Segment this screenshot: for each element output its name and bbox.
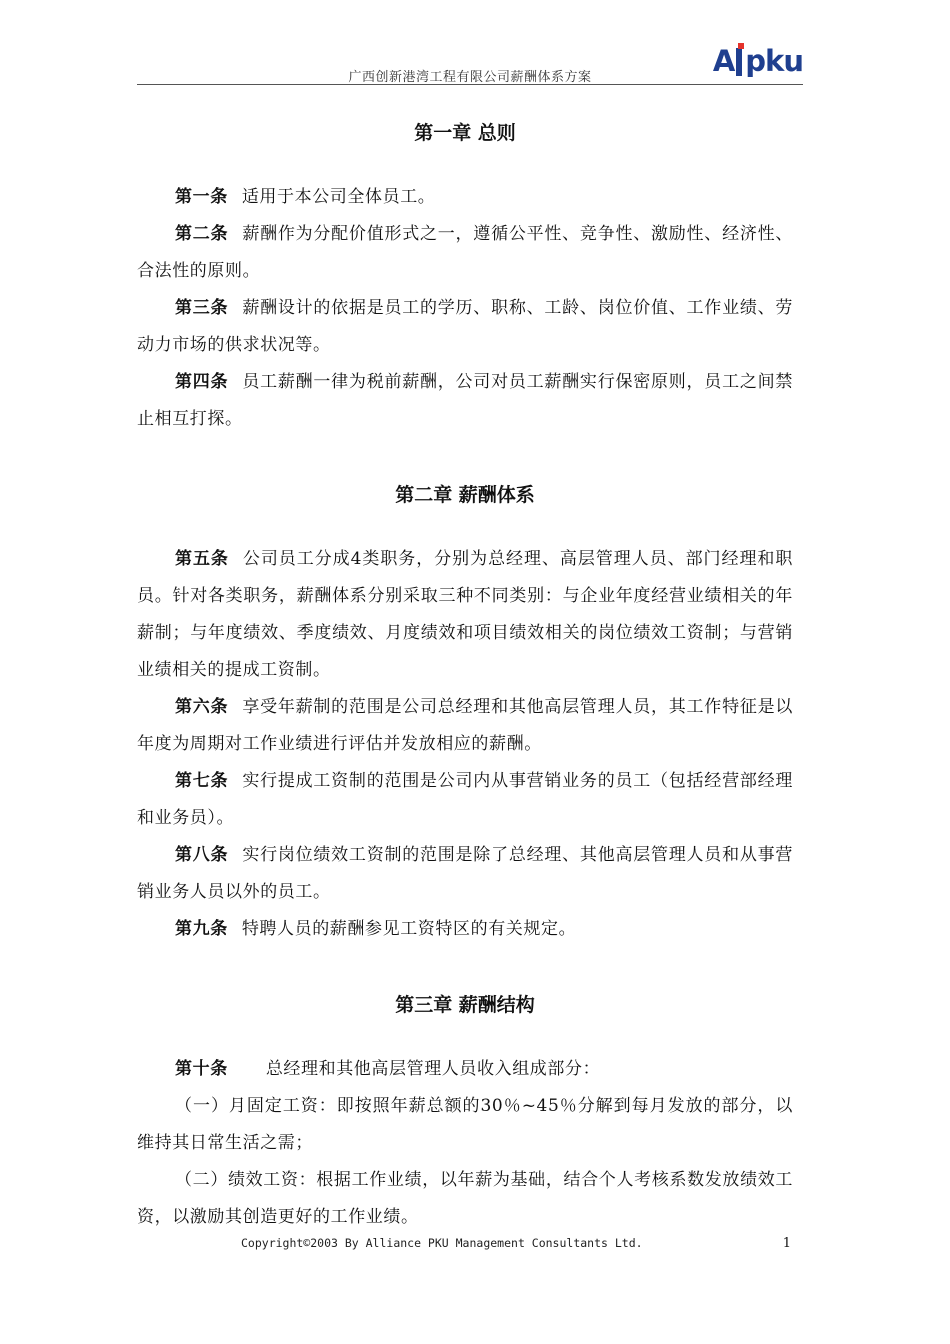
article-2: 第二条 薪酬作为分配价值形式之一，遵循公平性、竞争性、激励性、经济性、合法性的原则。	[137, 224, 793, 281]
header-divider	[137, 84, 803, 85]
chapter-3-title: 第三章 薪酬结构	[395, 994, 535, 1016]
article-10: 第十条 总经理和其他高层管理人员收入组成部分：	[175, 1059, 601, 1079]
page-header	[137, 40, 803, 84]
header-title: 广西创新港湾工程有限公司薪酬体系方案	[348, 70, 592, 85]
chapter-1-title: 第一章 总则	[414, 122, 516, 144]
chapter-2-title: 第二章 薪酬体系	[395, 484, 535, 506]
item-2: （二）绩效工资：根据工作业绩，以年薪为基础，结合个人考核系数发放绩效工资，以激励其创造更好的工作业绩。	[137, 1170, 793, 1227]
document-body	[137, 118, 793, 1236]
article-3: 第三条 薪酬设计的依据是员工的学历、职称、工龄、岗位价值、工作业绩、劳动力市场的供求状况等。	[137, 298, 793, 355]
article-9: 第九条 特聘人员的薪酬参见工资特区的有关规定。	[175, 919, 577, 939]
article-6: 第六条 享受年薪制的范围是公司总经理和其他高层管理人员，其工作特征是以年度为周期对工作业绩进行评估并发放相应的薪酬。	[137, 697, 793, 754]
item-1: （一）月固定工资：即按照年薪总额的30％~45％分解到每月发放的部分，以维持其日常生活之需；	[137, 1096, 793, 1153]
article-8: 第八条 实行岗位绩效工资制的范围是除了总经理、其他高层管理人员和从事营销业务人员以外的员工。	[137, 845, 793, 902]
article-1: 第一条 适用于本公司全体员工。	[175, 187, 436, 207]
article-5: 第五条 公司员工分成4类职务，分别为总经理、高层管理人员、部门经理和职员。针对各类职务，薪酬体系分别采取三种不同类别：与企业年度经营业绩相关的年薪制；与年度绩效、季度绩效、月度绩效和项目绩效相关的岗位绩效工资制；与营销业绩相关的提成工资制。	[137, 549, 793, 680]
alpku-logo: A pku	[712, 44, 803, 78]
copyright-text: Copyright©2003 By Alliance PKU Management Consultants Ltd.	[241, 1236, 643, 1250]
article-7: 第七条 实行提成工资制的范围是公司内从事营销业务的员工（包括经营部经理和业务员）。	[137, 771, 793, 828]
page-number: 1	[782, 1236, 791, 1251]
article-4: 第四条 员工薪酬一律为税前薪酬，公司对员工薪酬实行保密原则，员工之间禁止相互打探。	[137, 372, 793, 429]
page-footer	[137, 1236, 793, 1256]
